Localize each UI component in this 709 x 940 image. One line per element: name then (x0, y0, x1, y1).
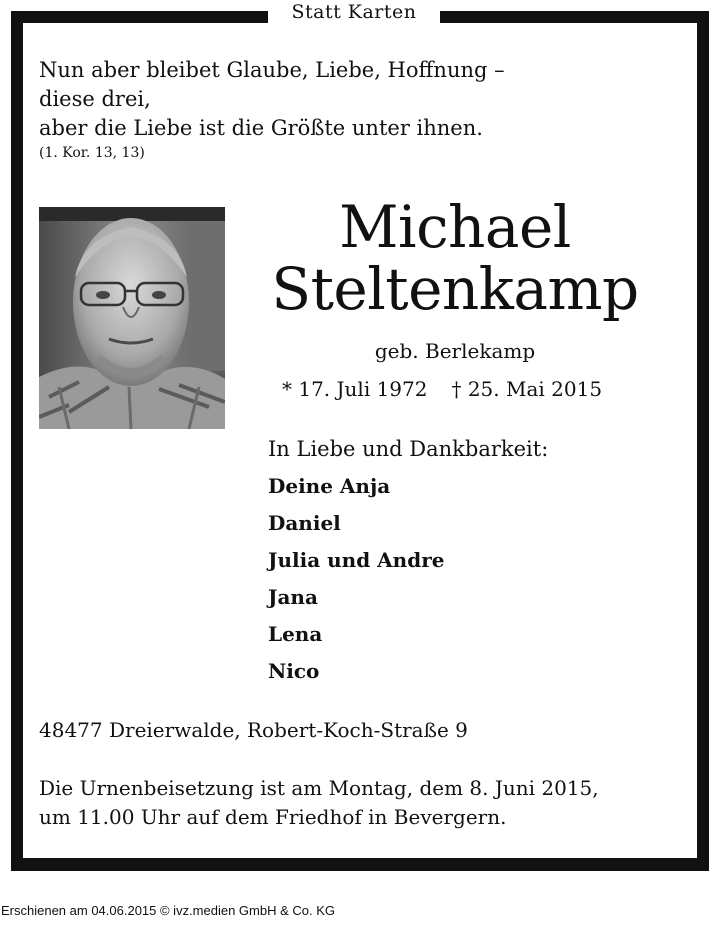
portrait-image (39, 207, 225, 429)
bible-quote (39, 56, 505, 143)
death-date: † 25. Mai 2015 (451, 377, 603, 401)
header-label: Statt Karten (268, 0, 440, 24)
family-address: 48477 Dreierwalde, Robert-Koch-Straße 9 (39, 718, 468, 742)
funeral-line: Die Urnenbeisetzung ist am Montag, dem 8. Juni 2015, (39, 776, 599, 800)
deceased-first-name: Michael (339, 193, 571, 261)
mourner-name: Daniel (268, 511, 341, 535)
mourner-name: Lena (268, 622, 323, 646)
maiden-name: geb. Berlekamp (374, 339, 536, 363)
publication-footer: Erschienen am 04.06.2015 © ivz.medien GmbH & Co. KG (1, 903, 336, 918)
funeral-line: um 11.00 Uhr auf dem Friedhof in Bevergern. (39, 805, 507, 829)
mourner-name: Nico (268, 659, 320, 683)
quote-line: aber die Liebe ist die Größte unter ihnen. (39, 116, 483, 140)
mourner-name: Julia und Andre (268, 548, 445, 572)
mourners-list (268, 471, 444, 693)
quote-line: Nun aber bleibet Glaube, Liebe, Hoffnung – (39, 58, 505, 82)
portrait-photo (39, 207, 225, 429)
funeral-info (39, 774, 599, 832)
mourner-name: Jana (268, 585, 318, 609)
life-dates (282, 375, 602, 403)
birth-date: * 17. Juli 1972 (282, 377, 428, 401)
quote-line: diese drei, (39, 87, 151, 111)
quote-reference: (1. Kor. 13, 13) (39, 145, 145, 161)
deceased-name (250, 193, 660, 323)
deceased-last-name: Steltenkamp (271, 255, 639, 323)
mourners-heading: In Liebe und Dankbarkeit: (268, 437, 549, 461)
mourner-name: Deine Anja (268, 474, 391, 498)
